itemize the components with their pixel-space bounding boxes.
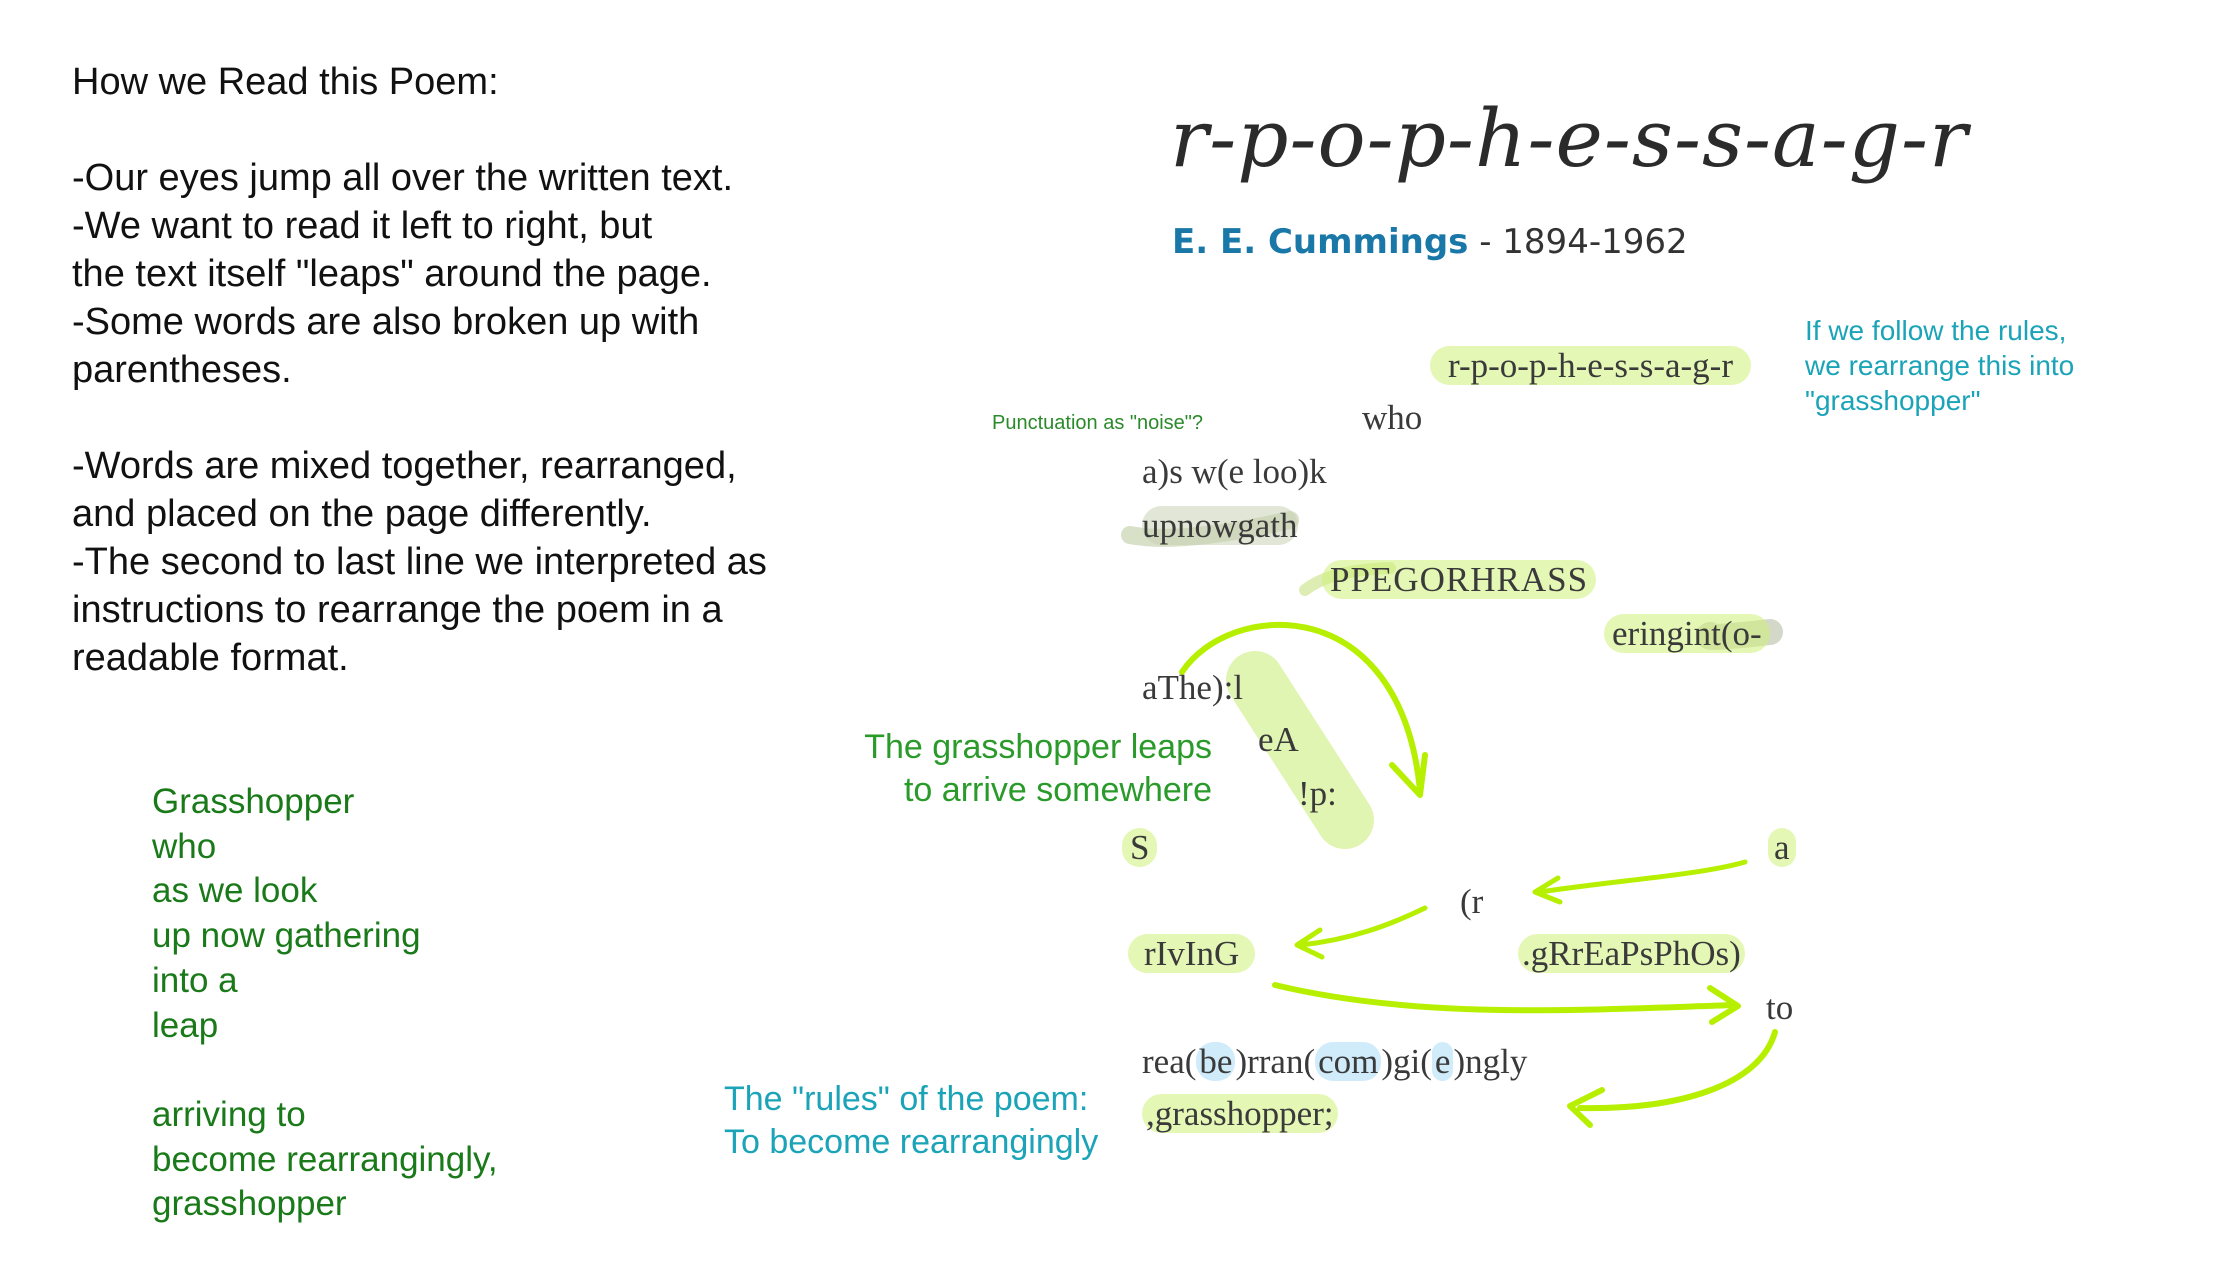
- arrow-a-to-r: [1540, 862, 1745, 892]
- poem-line: eA: [1258, 720, 1299, 759]
- poem-line: a)s w(e loo)k: [1142, 452, 1327, 491]
- byline: [1172, 222, 1688, 262]
- author-name: E. E. Cummings: [1172, 222, 1469, 262]
- arrow-head: [1297, 930, 1322, 957]
- poem-line: r-p-o-p-h-e-s-s-a-g-r: [1430, 346, 1751, 386]
- annotation-rules: The "rules" of the poem: To become rearrangingly: [724, 1080, 1099, 1161]
- translation-line: Grasshopper: [152, 782, 355, 821]
- poem-line: rea(be)rran(com)gi(e)ngly: [1142, 1042, 1528, 1081]
- translation-line: become rearrangingly,: [152, 1139, 498, 1179]
- leap-arrow-head: [1392, 755, 1425, 795]
- notes-line: -We want to read it left to right, but: [72, 205, 653, 247]
- poem-line: aThe):l: [1142, 668, 1244, 707]
- arrow-riving-to-to: [1275, 985, 1735, 1010]
- notes-line: instructions to rearrange the poem in a: [72, 589, 723, 631]
- translation-line: up now gathering: [152, 916, 421, 956]
- poem-title: r-p-o-p-h-e-s-s-a-g-r: [1170, 92, 1969, 185]
- poem-line: rIvInG: [1128, 934, 1255, 974]
- arrow-head: [1710, 988, 1738, 1022]
- notes-line: and placed on the page differently.: [72, 493, 652, 535]
- annotation-leaps: The grasshopper leaps to arrive somewhere: [864, 728, 1212, 809]
- translation-line: as we look: [152, 871, 318, 911]
- poem-line: S: [1122, 828, 1157, 868]
- translation-line: who: [152, 826, 217, 866]
- translation-line: into a: [152, 960, 238, 1000]
- poem-line: to: [1766, 988, 1794, 1027]
- arrow-head: [1535, 878, 1560, 902]
- annotation-punctuation: Punctuation as "noise"?: [992, 412, 1204, 434]
- translation-line: grasshopper: [152, 1184, 347, 1224]
- translation-line: leap: [152, 1005, 219, 1045]
- poem-line: a: [1768, 828, 1796, 868]
- poem-translation: [152, 780, 498, 1227]
- arrow-r-to-riving: [1300, 908, 1425, 945]
- poem-line: eringint(o-: [1604, 614, 1770, 654]
- translation-line: arriving to: [152, 1094, 306, 1134]
- notes-heading: How we Read this Poem:: [72, 61, 499, 103]
- poem-line: ,grasshopper;: [1142, 1094, 1338, 1134]
- poem-line: .gRrEaPsPhOs): [1518, 934, 1745, 974]
- poem-line: upnowgath: [1142, 506, 1298, 545]
- notes-line: -Our eyes jump all over the written text.: [72, 157, 734, 199]
- poem-line: who: [1362, 398, 1423, 437]
- arrow-head: [1570, 1090, 1602, 1125]
- poem-line: (r: [1460, 882, 1484, 921]
- arrow-to-to-grasshopper: [1580, 1032, 1775, 1108]
- notes-line: readable format.: [72, 637, 349, 679]
- poem-line: !p:: [1298, 774, 1337, 813]
- annotation-follow-rules: If we follow the rules, we rearrange this into "grasshopper": [1805, 315, 2075, 416]
- poem-line: PPEGORHRASS: [1322, 560, 1596, 600]
- notes-line: -Some words are also broken up with: [72, 301, 700, 343]
- notes-line: -The second to last line we interpreted as: [72, 541, 767, 583]
- reading-notes: [72, 58, 832, 682]
- author-dates: - 1894-1962: [1479, 222, 1688, 262]
- notes-line: the text itself "leaps" around the page.: [72, 253, 712, 295]
- notes-line: -Words are mixed together, rearranged,: [72, 445, 737, 487]
- notes-line: parentheses.: [72, 349, 292, 391]
